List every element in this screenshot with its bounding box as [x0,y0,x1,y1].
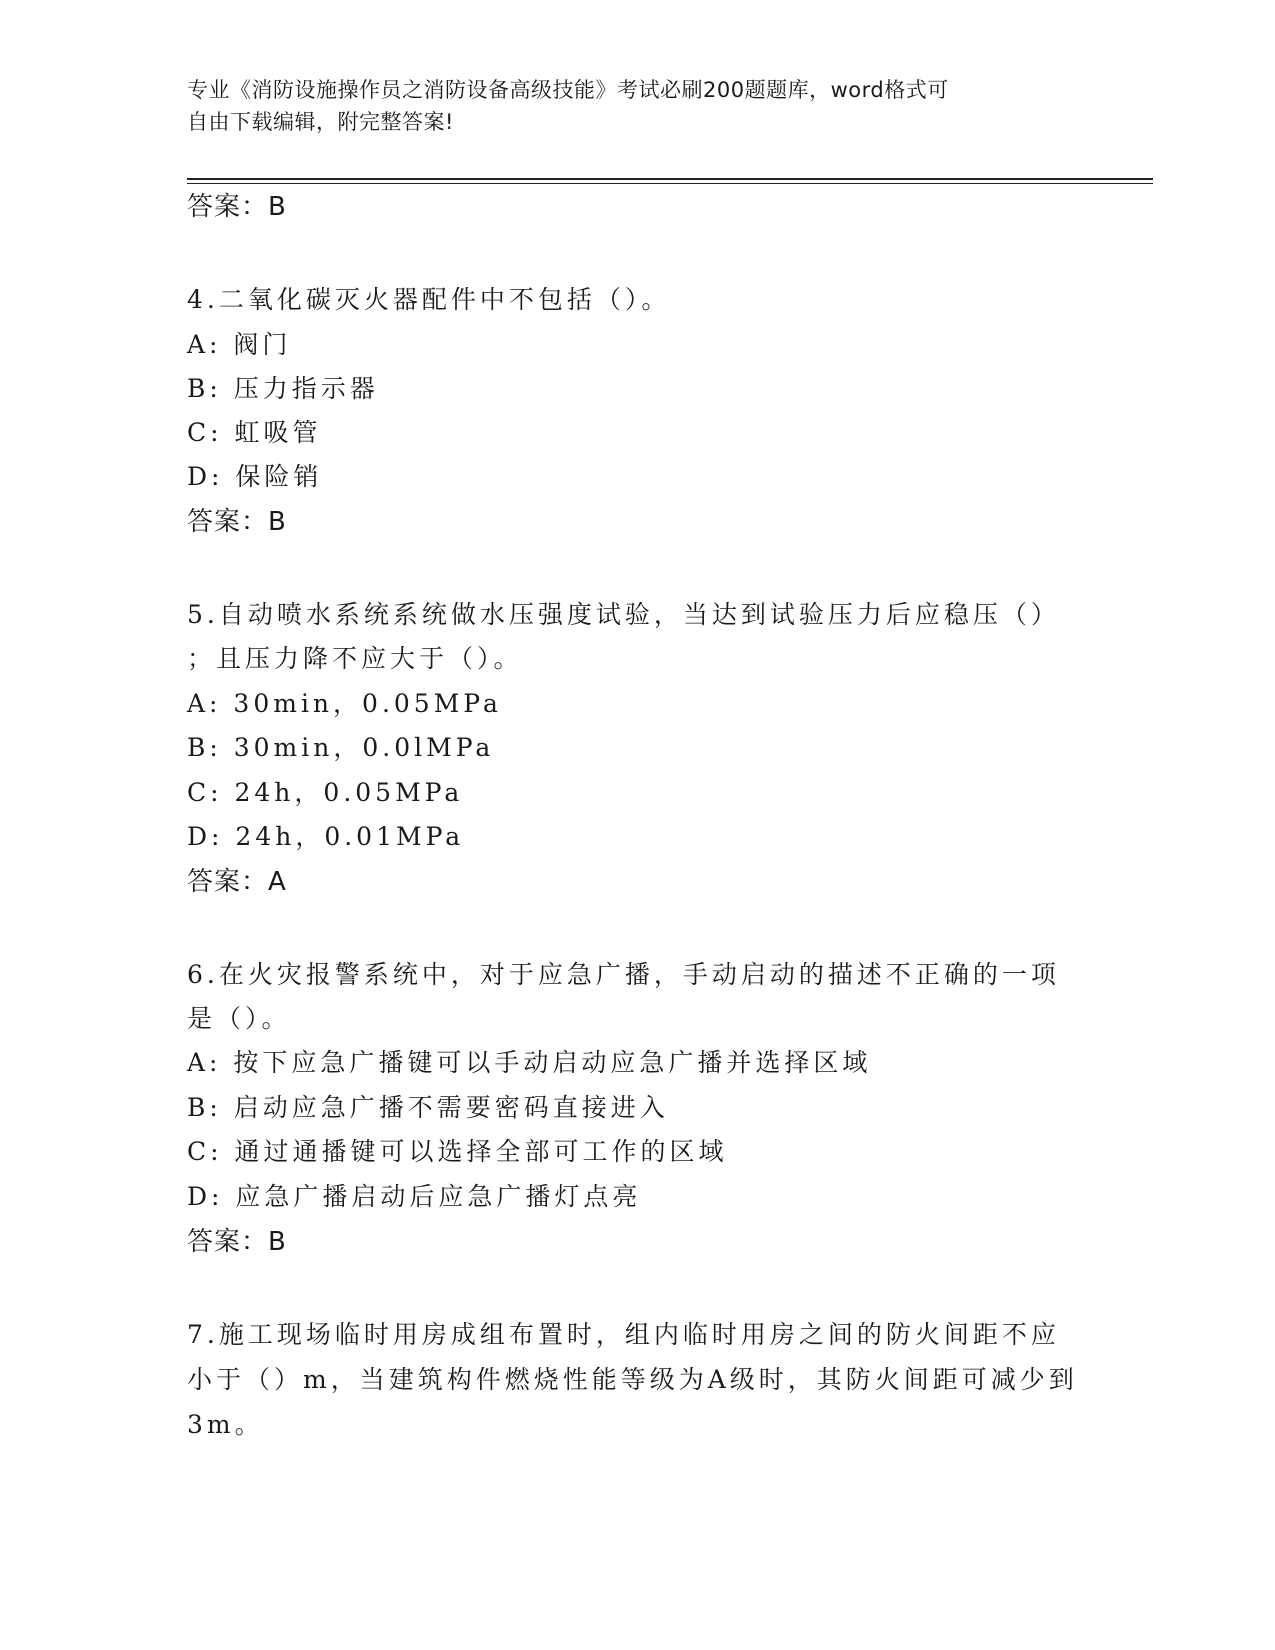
question-7-stem-line-1: 7.施工现场临时用房成组布置时，组内临时用房之间的防火间距不应 [187,1320,1060,1349]
answer-q6: 答案：B [187,1227,287,1257]
question-6-option-d: D: 应急广播启动后应急广播灯点亮 [187,1182,642,1211]
question-4-option-a: A: 阀门 [187,330,292,359]
question-4-option-b: B: 压力指示器 [187,374,379,403]
answer-q5: 答案：A [187,867,287,897]
question-4-option-c: C: 虹吸管 [187,418,322,447]
question-6-option-a: A: 按下应急广播键可以手动启动应急广播并选择区域 [187,1048,872,1077]
question-6-option-c: C: 通过通播键可以选择全部可工作的区域 [187,1137,728,1166]
question-7-stem-line-3: 3m。 [187,1410,264,1439]
question-5-option-c: C: 24h，0.05MPa [187,778,464,807]
question-7-stem-line-2: 小于（）m，当建筑构件燃烧性能等级为A级时，其防火间距可减少到 [187,1365,1078,1394]
question-4-option-d: D: 保险销 [187,462,323,491]
answer-q3: 答案：B [187,192,287,222]
answer-q4: 答案：B [187,507,287,537]
question-6-stem-line-1: 6.在火灾报警系统中，对于应急广播，手动启动的描述不正确的一项 [187,960,1060,989]
header-divider-thin [187,183,1153,184]
header-line-2: 自由下载编辑，附完整答案! [187,110,454,134]
question-5-option-a: A: 30min，0.05MPa [187,689,502,718]
question-6-option-b: B: 启动应急广播不需要密码直接进入 [187,1093,669,1122]
question-5-option-d: D: 24h，0.01MPa [187,822,465,851]
question-4-stem: 4.二氧化碳灭火器配件中不包括（）。 [187,285,671,314]
header-line-1: 专业《消防设施操作员之消防设备高级技能》考试必刷200题题库，word格式可 [187,78,949,102]
question-5-stem-line-1: 5.自动喷水系统系统做水压强度试验，当达到试验压力后应稳压（） [187,600,1060,629]
question-5-option-b: B: 30min，0.0lMPa [187,733,495,762]
document-header [187,74,1067,138]
header-divider-thick [187,178,1153,180]
question-6-stem-line-2: 是（）。 [187,1004,291,1033]
question-5-stem-line-2: ；且压力降不应大于（）。 [187,644,523,673]
